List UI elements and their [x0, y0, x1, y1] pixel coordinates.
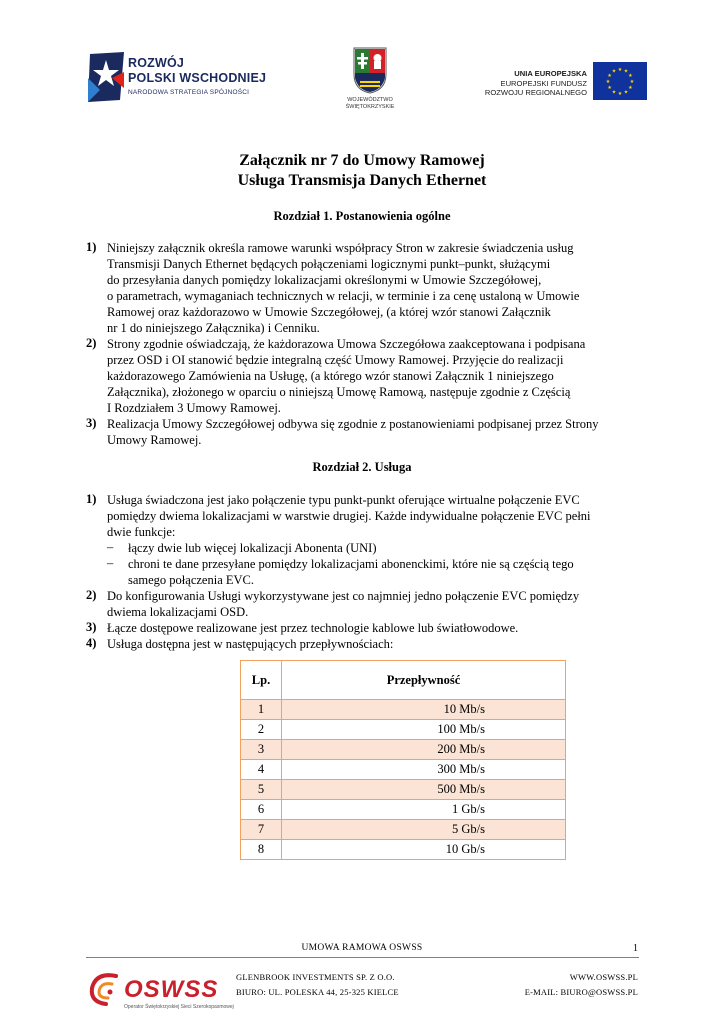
text-line: o parametrach, wymaganiach technicznych w relacji, w terminie i za cenę ustaloną w Umowie — [107, 289, 580, 303]
svg-text:★: ★ — [607, 85, 612, 92]
svg-text:★: ★ — [611, 89, 617, 96]
svg-text:★: ★ — [628, 72, 633, 79]
text-line: Załącznika), złożonego w oparciu o niniejszą Umowę Ramową, następuje zgodnie z Częścią — [107, 385, 571, 399]
svg-text:★: ★ — [617, 67, 623, 73]
table-row — [241, 800, 566, 820]
item-number: 4) — [86, 636, 97, 650]
cell-value: 10 Gb/s — [282, 840, 566, 860]
text-line: Do konfigurowania Usługi wykorzystywane jest co najmniej jedno połączenie EVC pomiędzy — [107, 589, 580, 603]
header-przeplywnosc: Przepływność — [282, 661, 566, 700]
page-title-line2: Usługa Transmisja Danych Ethernet — [237, 172, 487, 189]
svg-text:★: ★ — [623, 89, 629, 96]
cell-value: 200 Mb/s — [282, 740, 566, 760]
cell-value: 10 Mb/s — [282, 700, 566, 720]
svg-text:★: ★ — [617, 91, 623, 97]
footer-address: BIURO: UL. POLESKA 44, 25-325 KIELCE — [236, 987, 399, 997]
section1-heading: Rozdział 1. Postanowienia ogólne — [273, 209, 451, 223]
cell-lp: 1 — [241, 700, 282, 720]
cell-lp: 5 — [241, 780, 282, 800]
text-line: Umowy Ramowej. — [107, 433, 202, 447]
text-line: dwie funkcje: — [107, 525, 176, 539]
paragraph-usluga-4 — [107, 636, 639, 652]
oswss-wordmark: OSWSS — [124, 976, 219, 1003]
coat-of-arms-icon — [338, 46, 402, 94]
table-row — [241, 780, 566, 800]
text-line: Usługa dostępna jest w następujących przepływnościach: — [107, 637, 394, 651]
eu-text-line2: EUROPEJSKI FUNDUSZ — [500, 79, 587, 88]
text-line: chroni te dane przesyłane pomiędzy lokalizacjami abonenckimi, które nie są częścią tego — [128, 557, 574, 571]
region-name-line2: ŚWIĘTOKRZYSKIE — [345, 104, 395, 110]
dash-bullet: – — [107, 556, 114, 570]
item-number: 3) — [86, 620, 97, 634]
cell-value: 300 Mb/s — [282, 760, 566, 780]
cell-lp: 2 — [241, 720, 282, 740]
text-line: nr 1 do niniejszego Załącznika) i Cenniku. — [107, 321, 320, 335]
section2-heading: Rozdział 2. Usługa — [312, 460, 412, 474]
dash-item-2 — [128, 556, 639, 588]
text-line: każdorazowego Zamówienia na Usługę, (a którego wzór stanowi Załącznik 1 niniejszego — [107, 369, 554, 383]
paragraph-2 — [107, 336, 639, 416]
paragraph-usluga-3 — [107, 620, 639, 636]
cell-lp: 3 — [241, 740, 282, 760]
text-line: Transmisji Danych Ethernet będących połączeniami logicznymi punkt–punkt, służącymi — [107, 257, 551, 271]
item-number: 2) — [86, 336, 97, 350]
svg-text:★: ★ — [605, 79, 611, 85]
star-emblem-icon — [86, 48, 126, 104]
rozwoj-polski-wschodniej-logo — [86, 48, 286, 104]
dash-bullet: – — [107, 540, 114, 554]
paragraph-usluga-2 — [107, 588, 639, 620]
eu-fund-logo — [485, 62, 647, 102]
cell-value: 100 Mb/s — [282, 720, 566, 740]
page-title-line1: Załącznik nr 7 do Umowy Ramowej — [239, 152, 485, 169]
cell-value: 5 Gb/s — [282, 820, 566, 840]
table-row — [241, 720, 566, 740]
cell-value: 1 Gb/s — [282, 800, 566, 820]
cell-lp: 4 — [241, 760, 282, 780]
svg-text:★: ★ — [628, 85, 633, 92]
item-number: 1) — [86, 492, 97, 506]
text-line: Strony zgodnie oświadczają, że każdorazowa Umowa Szczegółowa zaakceptowana i podpisana — [107, 337, 586, 351]
cell-lp: 6 — [241, 800, 282, 820]
table-header-row — [241, 661, 566, 700]
item-number: 1) — [86, 240, 97, 254]
paragraph-usluga-1 — [107, 492, 639, 540]
eu-flag-icon — [593, 62, 647, 100]
text-line: Realizacja Umowy Szczegółowej odbywa się zgodnie z postanowieniami podpisanej przez Strony — [107, 417, 599, 431]
svg-text:★: ★ — [623, 68, 629, 75]
paragraph-1 — [107, 240, 639, 336]
table-row — [241, 740, 566, 760]
text-line: samego połączenia EVC. — [128, 573, 254, 587]
footer-title: UMOWA RAMOWA OSWSS — [301, 943, 423, 953]
footer-website-link[interactable]: WWW.OSWSS.PL — [569, 972, 638, 982]
paragraph-3 — [107, 416, 639, 448]
wojewodztwo-swietokrzyskie-logo — [338, 46, 402, 112]
oswss-subtitle: Operator Świętokrzyskiej Sieci Szerokopasmowej — [124, 1004, 234, 1010]
eu-text-line1: UNIA EUROPEJSKA — [514, 69, 587, 78]
svg-text:★: ★ — [611, 68, 617, 75]
text-line: I Rozdziałem 3 Umowy Ramowej. — [107, 401, 281, 415]
text-line: Łącze dostępowe realizowane jest przez technologie kablowe lub światłowodowe. — [107, 621, 519, 635]
text-line: do przesyłania danych pomiędzy lokalizacjami określonymi w Umowie Szczegółowej, — [107, 273, 542, 287]
text-line: Usługa świadczona jest jako połączenie typu punkt-punkt oferujące wirtualne połączenie EVC — [107, 493, 580, 507]
footer-email-link[interactable]: E-MAIL: BIURO@OSWSS.PL — [524, 987, 638, 997]
logo-text-line2: POLSKI WSCHODNIEJ — [128, 71, 267, 85]
item-number: 3) — [86, 416, 97, 430]
oswss-logo — [86, 966, 234, 1016]
logo-text-line3: NARODOWA STRATEGIA SPÓJNOŚCI — [128, 89, 250, 96]
text-line: Niniejszy załącznik określa ramowe warunki współpracy Stron w zakresie świadczenia usług — [107, 241, 574, 255]
bandwidth-table — [240, 660, 566, 860]
text-line: pomiędzy dwiema lokalizacjami w warstwie drugiej. Każde indywidualne połączenie EVC pełni — [107, 509, 591, 523]
eu-text-line3: ROZWOJU REGIONALNEGO — [484, 88, 587, 97]
cell-lp: 8 — [241, 840, 282, 860]
svg-text:★: ★ — [629, 79, 635, 85]
page-number: 1 — [633, 943, 638, 954]
cell-value: 500 Mb/s — [282, 780, 566, 800]
table-row — [241, 700, 566, 720]
dash-item-1: łączy dwie lub więcej lokalizacji Abonenta (UNI) — [128, 541, 377, 555]
header-lp: Lp. — [241, 661, 282, 700]
text-line: Ramowej oraz każdorazowo w Umowie Szczegółowej, (a której wzór stanowi Załącznik — [107, 305, 551, 319]
cell-lp: 7 — [241, 820, 282, 840]
swirl-logo-icon — [86, 968, 122, 1010]
text-line: dwiema lokalizacjami OSD. — [107, 605, 249, 619]
footer-company: GLENBROOK INVESTMENTS SP. Z O.O. — [236, 972, 395, 982]
table-row — [241, 820, 566, 840]
table-row — [241, 760, 566, 780]
item-number: 2) — [86, 588, 97, 602]
svg-text:★: ★ — [607, 72, 612, 79]
logo-text-line1: ROZWÓJ — [128, 56, 185, 70]
table-row — [241, 840, 566, 860]
text-line: przez OSD i OI stanowić będzie integralną część Umowy Ramowej. Przyjęcie do realizacji — [107, 353, 564, 367]
region-name-line1: WOJEWÓDZTWO — [347, 97, 393, 103]
footer-divider — [86, 957, 639, 958]
